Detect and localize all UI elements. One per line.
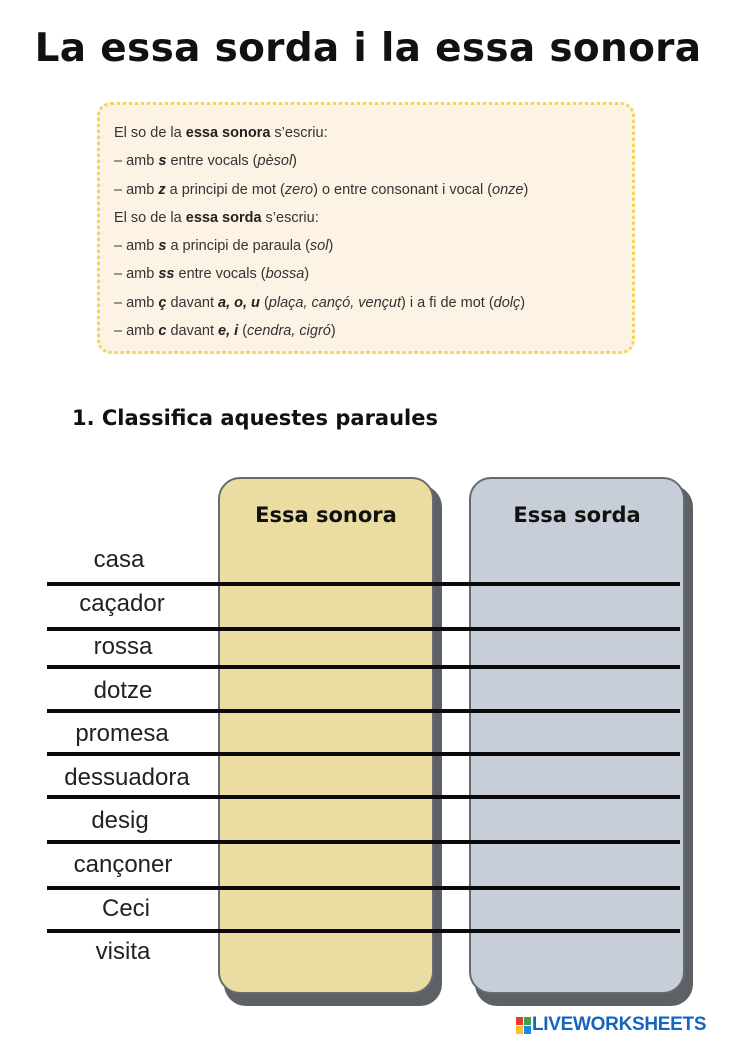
divider-line [47,886,680,890]
rule-sorda-3: – amb ç davant a, o, u (plaça, cançó, vençut) i a fi de mot (dolç) [114,294,526,311]
draggable-word[interactable]: casa [93,546,145,573]
exercise-title: 1. Classifica aquestes paraules [72,406,438,430]
draggable-word[interactable]: rossa [93,633,153,660]
draggable-word[interactable]: caçador [79,590,165,617]
divider-line [47,840,680,844]
rule-sonora-1: – amb s entre vocals (pèsol) [114,153,298,170]
drop-zone-essa-sorda[interactable] [469,477,685,994]
draggable-word[interactable]: Ceci [101,895,150,922]
rule-sorda-intro: El so de la essa sorda s’escriu: [114,209,319,226]
column-header-sonora: Essa sonora [255,503,397,527]
page-title: La essa sorda i la essa sonora [34,26,702,71]
draggable-word[interactable]: visita [95,938,151,965]
rules-box [97,102,635,354]
draggable-word[interactable]: desig [91,807,149,834]
divider-line [47,582,680,586]
divider-line [47,752,680,756]
brand-name: LIVEWORKSHEETS [532,1014,707,1035]
liveworksheets-logo-icon [516,1017,531,1034]
rule-sorda-2: – amb ss entre vocals (bossa) [114,266,310,283]
rule-sorda-1: – amb s a principi de paraula (sol) [114,238,334,255]
divider-line [47,627,680,631]
divider-line [47,795,680,799]
rule-sonora-intro: El so de la essa sonora s’escriu: [114,125,328,141]
rule-sonora-2: – amb z a principi de mot (zero) o entre consonant i vocal (onze) [114,181,529,198]
draggable-word[interactable]: cançoner [73,851,173,878]
drop-zone-essa-sonora[interactable] [218,477,434,994]
divider-line [47,665,680,669]
draggable-word[interactable]: dessuadora [64,764,190,791]
liveworksheets-brand [516,1011,706,1039]
draggable-word[interactable]: promesa [75,720,169,747]
draggable-word[interactable]: dotze [93,677,153,704]
divider-line [47,709,680,713]
column-header-sorda: Essa sorda [513,503,641,527]
rule-sorda-4: – amb c davant e, i (cendra, cigró) [114,323,336,340]
divider-line [47,929,680,933]
